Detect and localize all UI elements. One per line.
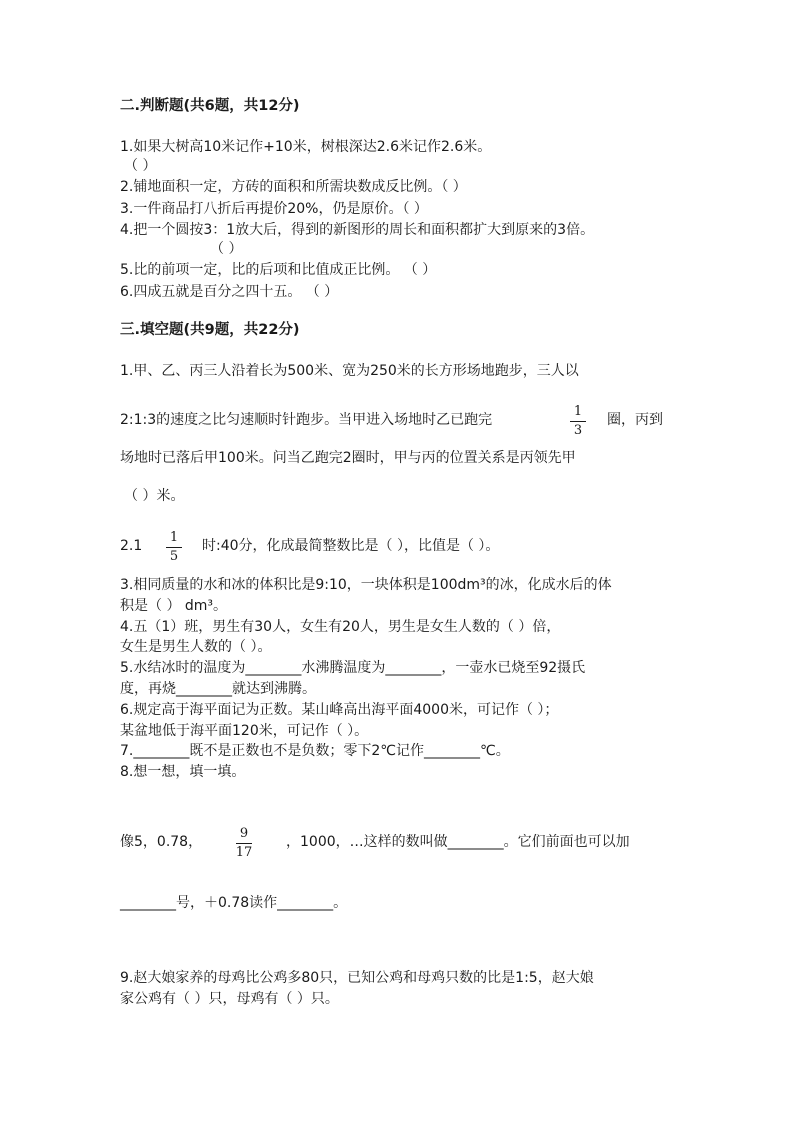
fraction-bar <box>570 421 586 422</box>
fill-question-2: 时:40分，化成最简整数比是（ ），比值是（ ）。 <box>202 538 500 554</box>
fill-question-1-line-2: 2:1:3的速度之比匀速顺时针跑步。当甲进入场地时乙已跑完 <box>120 412 493 428</box>
judge-question-5: 5.比的前项一定，比的后项和比值成正比例。 （ ） <box>120 262 437 278</box>
fraction-bar <box>236 843 252 844</box>
fill-question-4-line-2: 女生是男生人数的（ ）。 <box>120 639 272 655</box>
fill-question-6-line-1: 6.规定高于海平面记为正数。某山峰高出海平面4000米，可记作（ ）； <box>120 702 559 718</box>
judge-question-4: 4.把一个圆按3：1放大后，得到的新图形的周长和面积都扩大到原来的3倍。 <box>120 222 595 238</box>
fill-question-2-number: 2.1 <box>120 538 143 554</box>
judge-question-3: 3.一件商品打八折后再提价20%，仍是原价。（ ） <box>120 201 428 217</box>
fill-question-3-line-2: 积是（ ） dm³。 <box>120 598 228 614</box>
fill-question-5-line-2: 度，再烧________就达到沸腾。 <box>120 681 316 697</box>
fill-question-8-line-3: ________号，＋0.78读作________。 <box>120 895 348 911</box>
fraction-denominator: 5 <box>169 549 179 564</box>
fraction-numerator: 9 <box>239 826 249 841</box>
fraction-bar <box>166 547 182 548</box>
fill-question-8-line-2-start: 像5，0.78， <box>120 834 203 850</box>
fill-question-1-answer: （ ）米。 <box>124 488 185 504</box>
fill-question-1-line-1: 1.甲、乙、丙三人沿着长为500米、宽为250米的长方形场地跑步，三人以 <box>120 363 579 379</box>
fraction-numerator: 1 <box>169 530 179 545</box>
judge-question-2: 2.铺地面积一定，方砖的面积和所需块数成反比例。（ ） <box>120 179 467 195</box>
fraction-one-fifth <box>164 530 184 565</box>
judge-answer-blank-1: （ ） <box>124 158 157 174</box>
fraction-denominator: 17 <box>235 845 253 860</box>
fill-question-5-line-1: 5.水结冰时的温度为________水沸腾温度为________，一壶水已烧至92摄氏 <box>120 660 586 676</box>
section-2-title: 二.判断题(共6题，共12分) <box>120 98 300 114</box>
fill-question-9-line-1: 9.赵大娘家养的母鸡比公鸡多80只，已知公鸡和母鸡只数的比是1:5，赵大娘 <box>120 970 594 986</box>
fill-question-6-line-2: 某盆地低于海平面120米，可记作（ ）。 <box>120 723 369 739</box>
judge-answer-blank-4: （ ） <box>210 241 243 257</box>
fill-question-9-line-2: 家公鸡有（ ）只，母鸡有（ ）只。 <box>120 991 339 1007</box>
fraction-numerator: 1 <box>573 404 583 419</box>
fraction-denominator: 3 <box>573 423 583 438</box>
fill-question-8: 8.想一想，填一填。 <box>120 764 246 780</box>
fill-question-3-line-1: 3.相同质量的水和冰的体积比是9:10，一块体积是100dm³的冰，化成水后的体 <box>120 577 612 593</box>
judge-question-6: 6.四成五就是百分之四十五。 （ ） <box>120 284 339 300</box>
fill-question-7: 7.________既不是正数也不是负数；零下2℃记作________℃。 <box>120 743 510 759</box>
fill-question-1-line-3: 场地时已落后甲100米。问当乙跑完2圈时，甲与丙的位置关系是丙领先甲 <box>120 450 576 466</box>
fraction-nine-seventeenths <box>234 826 254 861</box>
judge-question-1: 1.如果大树高10米记作+10米，树根深达2.6米记作2.6米。 <box>120 139 492 155</box>
fill-question-1-line-2-end: 圈，丙到 <box>607 412 663 428</box>
section-3-title: 三.填空题(共9题，共22分) <box>120 322 300 338</box>
fill-question-8-line-2: ，1000，…这样的数叫做________。它们前面也可以加 <box>286 834 630 850</box>
fraction-one-third <box>568 404 588 439</box>
fill-question-4-line-1: 4.五（1）班，男生有30人，女生有20人，男生是女生人数的（ ）倍， <box>120 619 561 635</box>
